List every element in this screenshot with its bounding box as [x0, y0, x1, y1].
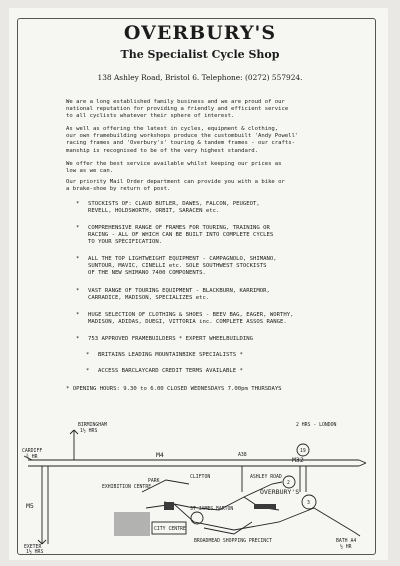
opening-hours — [66, 386, 282, 392]
label-junction-3: 3 — [307, 501, 310, 506]
label-m32: M32 — [292, 456, 304, 464]
intro-paragraph: As well as offering the latest in cycles, equipment & clothing, our own framebuilding workshops produce the custombuilt 'Andy Powell' racing frames and 'Overbury's' touring & tandem frames - our crafts- manship is recognised to be of the very highest standard. — [66, 126, 299, 154]
offering-text: BRITAINS LEADING MOUNTAINBIKE SPECIALISTS * — [98, 352, 243, 358]
bullet-icon: * — [66, 386, 70, 392]
label-m4: M4 — [156, 451, 164, 459]
label-cardiff-dist: ¾ HR — [26, 455, 38, 460]
intro-paragraph: Our priority Mail Order department can provide you with a bike or a brake-shoe by return of post. — [66, 179, 285, 193]
label-overburys: OVERBURY'S — [260, 488, 300, 496]
bullet-icon: * — [76, 288, 80, 294]
shop-subtitle: The Specialist Cycle Shop — [120, 48, 280, 61]
label-st-james-barton: ST JAMES BARTON — [190, 507, 234, 512]
offering-text: VAST RANGE OF TOURING EQUIPMENT - BLACKBURN, KARRIMOR, CARRADICE, MADISON, SPECIALIZES etc. — [88, 288, 270, 302]
bullet-icon: * — [76, 225, 80, 231]
offering-text: COMPREHENSIVE RANGE OF FRAMES FOR TOURING, TRAINING OR RACING - ALL OF WHICH CAN BE BUILT INTO COMPLETE CYCLES TO YOUR SPECIFICATION. — [88, 225, 274, 246]
offering-text: ACCESS BARCLAYCARD CREDIT TERMS AVAILABLE * — [98, 368, 243, 374]
bullet-icon: * — [76, 312, 80, 318]
label-m5: M5 — [26, 502, 34, 510]
label-birmingham: BIRMINGHAM — [78, 423, 107, 428]
offering-text: 753 APPROVED FRAMEBUILDERS * EXPERT WHEELBUILDING — [88, 336, 254, 342]
opening-hours-text: OPENING HOURS: 9.30 to 6.00 CLOSED WEDNESDAYS 7.00pm THURSDAYS — [72, 386, 282, 392]
offering-text: STOCKISTS OF: CLAUD BUTLER, DAWES, FALCON, PEUGEOT, REVELL, HOLDSWORTH, ORBIT, SARACEN etc. — [88, 201, 260, 215]
label-junction-2: 2 — [287, 481, 290, 486]
bullet-icon: * — [76, 256, 80, 262]
label-bath: BATH A4 — [336, 539, 357, 544]
location-map — [14, 412, 380, 555]
bullet-icon: * — [76, 336, 80, 342]
label-clifton: CLIFTON — [190, 475, 211, 480]
offering-text: HUGE SELECTION OF CLOTHING & SHOES - BEEV BAG, EAGER, WORTHY, MADISON, ADIDAS, DUEGI, VITTORIA inc. COMPLETE ASSOS RANGE. — [88, 312, 294, 326]
label-ashley-road: ASHLEY ROAD — [250, 475, 282, 480]
label-bath-dist: ½ HR — [340, 545, 352, 550]
overburys-marker — [254, 504, 276, 509]
bullet-icon: * — [86, 368, 90, 374]
label-london: 2 HRS - LONDON — [296, 423, 337, 428]
shop-title: OVERBURY'S — [123, 22, 277, 44]
intro-paragraph: We are a long established family business and we are proud of our national reputation for providing a friendly and efficient service to all cyclists whatever their sphere of interest. — [66, 99, 289, 120]
label-exeter-dist: 1½ HRS — [26, 550, 44, 555]
label-exhibition-centre: EXHIBITION CENTRE — [102, 485, 152, 490]
shop-address: 138 Ashley Road, Bristol 6. Telephone: (0272) 557924. — [97, 73, 303, 82]
label-cardiff: CARDIFF — [22, 449, 43, 454]
label-city-centre: CITY CENTRE — [154, 527, 186, 532]
offering-text: ALL THE TOP LIGHTWEIGHT EQUIPMENT - CAMPAGNOLO, SHIMANO, SUNTOUR, MAVIC, CINELLI etc. SOLE SOUTHWEST STOCKISTS OF THE NEW SHIMANO 7400 COMPONENTS. — [88, 256, 277, 277]
label-junction-19: 19 — [300, 449, 306, 454]
label-broadmead: BROADMEAD SHOPPING PRECINCT — [194, 539, 272, 544]
label-park: PARK — [148, 479, 160, 484]
bullet-icon: * — [86, 352, 90, 358]
bullet-icon: * — [76, 201, 80, 207]
label-a38: A38 — [238, 453, 247, 458]
intro-paragraph: We offer the best service available whilst keeping our prices as low as we can. — [66, 161, 282, 175]
label-birmingham-dist: 1½ HRS — [80, 429, 98, 434]
label-exeter: EXETER — [24, 545, 42, 550]
